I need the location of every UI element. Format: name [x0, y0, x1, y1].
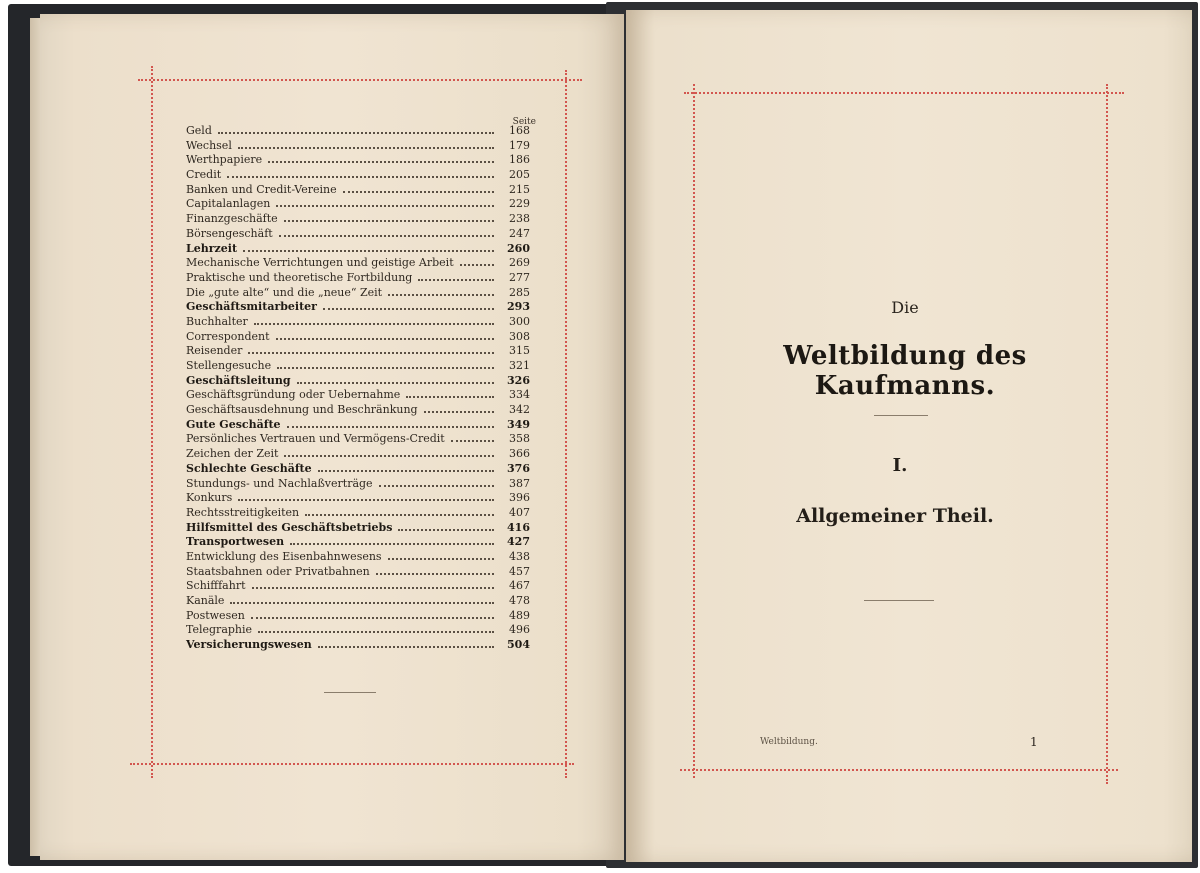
toc-entry-page: 427: [507, 535, 530, 549]
toc-entry-page: 366: [509, 447, 530, 461]
toc-entry-page: 168: [509, 124, 530, 137]
pre-title: Die: [891, 298, 919, 317]
toc-leader-dots: [254, 323, 494, 325]
left-border-right: [565, 70, 567, 778]
toc-entry-title: Wechsel: [186, 138, 232, 152]
toc-leader-dots: [248, 352, 494, 354]
toc-entry-title: Konkurs: [186, 491, 233, 505]
toc-entry: [186, 432, 530, 447]
toc-entry: [186, 227, 530, 242]
title-rule: [874, 415, 928, 416]
toc-leader-dots: [406, 396, 494, 398]
toc-entry-title: Credit: [186, 168, 222, 182]
toc-entry-page: 205: [509, 168, 530, 182]
toc-leader-dots: [379, 485, 494, 487]
toc-entry-page: 326: [507, 373, 530, 387]
toc-entry-title: Buchhalter: [186, 314, 248, 328]
toc-entry: [186, 242, 530, 257]
toc-entry: [186, 388, 530, 403]
toc-entry: [186, 300, 530, 315]
toc-entry-title: Praktische und theoretische Fortbildung: [186, 270, 413, 284]
toc-entry: [186, 623, 530, 638]
toc-entry-title: Banken und Credit-Vereine: [186, 182, 337, 196]
toc-entry: [186, 256, 530, 271]
toc-entry: [186, 286, 530, 301]
toc-entry-page: 334: [509, 388, 530, 402]
toc-entry-page: 387: [509, 476, 530, 490]
toc-leader-dots: [230, 602, 494, 604]
toc-entry-page: 349: [507, 417, 530, 431]
toc-entry-title: Staatsbahnen oder Privatbahnen: [186, 564, 370, 578]
toc-leader-dots: [388, 558, 494, 560]
toc-entry: [186, 506, 530, 521]
toc-entry-title: Capitalanlagen: [186, 197, 271, 211]
toc-entry: [186, 447, 530, 462]
toc-entry-title: Telegraphie: [186, 623, 253, 637]
toc-entry-title: Geschäftsgründung oder Uebernahme: [186, 388, 401, 402]
toc-leader-dots: [238, 499, 494, 501]
toc-entry: [186, 477, 530, 492]
toc-entry-title: Geschäftsmitarbeiter: [186, 300, 317, 314]
toc-entry-title: Schlechte Geschäfte: [186, 461, 312, 475]
toc-entry-page: 179: [509, 138, 530, 152]
toc-leader-dots: [276, 338, 494, 340]
toc-entry-page: 376: [507, 461, 530, 475]
toc-entry-page: 457: [509, 564, 530, 578]
toc-entry-title: Stellengesuche: [186, 359, 272, 372]
left-border-left: [151, 66, 153, 778]
toc-entry-title: Correspondent: [186, 329, 270, 343]
toc-leader-dots: [284, 220, 494, 222]
toc-leader-dots: [287, 426, 494, 428]
toc-entry: [186, 565, 530, 580]
toc-entry: [186, 535, 530, 550]
toc-entry: [186, 271, 530, 286]
toc-leader-dots: [218, 132, 494, 134]
toc-leader-dots: [290, 543, 494, 545]
toc-leader-dots: [418, 279, 494, 281]
toc-entry: [186, 594, 530, 609]
toc-entry-title: Börsengeschäft: [186, 226, 273, 240]
toc-entry-title: Persönliches Vertrauen und Vermögens-Credit: [186, 432, 445, 446]
toc-entry-page: 277: [509, 270, 530, 284]
toc-entry-page: 293: [507, 300, 530, 314]
toc-entry: [186, 550, 530, 565]
toc-entry-title: Stundungs- und Nachlaßverträge: [186, 476, 373, 490]
toc-entry: [186, 579, 530, 594]
toc-leader-dots: [276, 205, 494, 207]
toc-entry-page: 396: [509, 491, 530, 505]
toc-entry-page: 321: [509, 359, 530, 372]
toc-entry-title: Versicherungswesen: [186, 638, 312, 652]
part-title: Allgemeiner Theil.: [796, 505, 994, 527]
toc-entry: [186, 168, 530, 183]
toc-entry-page: 269: [509, 256, 530, 270]
toc-leader-dots: [343, 191, 494, 193]
toc-entry-title: Schifffahrt: [186, 579, 246, 593]
toc-leader-dots: [268, 161, 494, 163]
toc-entry-page: 358: [509, 432, 530, 446]
toc-entry: [186, 403, 530, 418]
toc-entry-page: 504: [507, 638, 530, 652]
toc-entry-page: 247: [509, 226, 530, 240]
toc-leader-dots: [258, 631, 494, 633]
book-title: Weltbildung des Kaufmanns.: [783, 341, 1027, 401]
toc-entry: [186, 521, 530, 536]
toc-entry: [186, 183, 530, 198]
right-border-top: [684, 92, 1124, 94]
toc-entry-title: Rechtsstreitigkeiten: [186, 505, 300, 519]
toc-entry: [186, 124, 530, 139]
footer-signature: Weltbildung.: [760, 737, 818, 747]
toc-entry-title: Finanzgeschäfte: [186, 212, 278, 226]
left-border-top: [138, 79, 582, 81]
toc-entry-title: Gute Geschäfte: [186, 417, 281, 431]
toc-entry: [186, 153, 530, 168]
toc-entry-title: Transportwesen: [186, 535, 285, 549]
toc-entry-page: 308: [509, 329, 530, 343]
toc-leader-dots: [238, 147, 494, 149]
toc-entry-page: 238: [509, 212, 530, 226]
toc-entry-page: 229: [509, 197, 530, 211]
toc-entry-page: 285: [509, 285, 530, 299]
toc-leader-dots: [279, 235, 494, 237]
toc-leader-dots: [277, 367, 494, 369]
right-border-bottom: [680, 769, 1118, 771]
toc-entry-title: Geschäftsleitung: [186, 373, 291, 387]
toc-entry-title: Kanäle: [186, 594, 225, 607]
left-border-bottom: [130, 763, 574, 765]
toc-leader-dots: [388, 294, 494, 296]
table-of-contents: [186, 124, 530, 653]
toc-entry: [186, 462, 530, 477]
toc-entry-page: 438: [509, 549, 530, 563]
right-border-right: [1106, 84, 1108, 784]
toc-leader-dots: [297, 382, 494, 384]
toc-entry-page: 315: [509, 344, 530, 358]
toc-entry-page: 186: [509, 153, 530, 167]
part-rule: [864, 600, 934, 601]
toc-entry-page: 342: [509, 403, 530, 417]
toc-entry-title: Geld: [186, 124, 212, 137]
toc-entry-title: Hilfsmittel des Geschäftsbetriebs: [186, 520, 393, 534]
toc-entry-title: Mechanische Verrichtungen und geistige Arbeit: [186, 256, 454, 270]
toc-entry-page: 260: [507, 241, 530, 255]
toc-entry: [186, 359, 530, 374]
toc-leader-dots: [252, 587, 494, 589]
toc-leader-dots: [305, 514, 494, 516]
toc-entry-page: 489: [509, 608, 530, 622]
toc-leader-dots: [318, 646, 494, 648]
toc-leader-dots: [424, 411, 494, 413]
toc-entry: [186, 315, 530, 330]
toc-leader-dots: [284, 455, 494, 457]
toc-entry: [186, 344, 530, 359]
toc-entry-title: Lehrzeit: [186, 241, 238, 255]
toc-leader-dots: [398, 529, 494, 531]
page-number: 1: [1030, 735, 1038, 749]
toc-entry-title: Postwesen: [186, 608, 245, 622]
toc-entry: [186, 491, 530, 506]
toc-entry-title: Entwicklung des Eisenbahnwesens: [186, 549, 382, 563]
toc-entry-title: Reisender: [186, 344, 243, 358]
toc-entry: [186, 330, 530, 345]
toc-leader-dots: [318, 470, 494, 472]
toc-leader-dots: [227, 176, 494, 178]
toc-entry: [186, 609, 530, 624]
toc-end-rule: [324, 692, 376, 693]
toc-entry-page: 300: [509, 314, 530, 328]
toc-entry-title: Geschäftsausdehnung und Beschränkung: [186, 403, 418, 417]
part-number: I.: [892, 455, 908, 476]
toc-leader-dots: [376, 573, 494, 575]
toc-leader-dots: [460, 264, 494, 266]
toc-entry-page: 496: [509, 623, 530, 637]
toc-entry-page: 478: [509, 594, 530, 607]
toc-entry-page: 416: [507, 520, 530, 534]
toc-entry: [186, 374, 530, 389]
right-border-left: [693, 84, 695, 778]
toc-entry-title: Zeichen der Zeit: [186, 447, 279, 461]
toc-entry: [186, 197, 530, 212]
toc-leader-dots: [323, 308, 494, 310]
toc-page-header: Seite: [512, 117, 536, 127]
toc-entry: [186, 212, 530, 227]
toc-entry-page: 215: [509, 182, 530, 196]
toc-leader-dots: [451, 440, 494, 442]
toc-leader-dots: [251, 617, 494, 619]
toc-entry-page: 467: [509, 579, 530, 593]
toc-entry-title: Die „gute alte“ und die „neue“ Zeit: [186, 285, 383, 299]
toc-leader-dots: [243, 250, 494, 252]
toc-entry: [186, 638, 530, 653]
toc-entry: [186, 418, 530, 433]
toc-entry-title: Werthpapiere: [186, 153, 263, 167]
toc-entry: [186, 139, 530, 154]
toc-entry-page: 407: [509, 505, 530, 519]
